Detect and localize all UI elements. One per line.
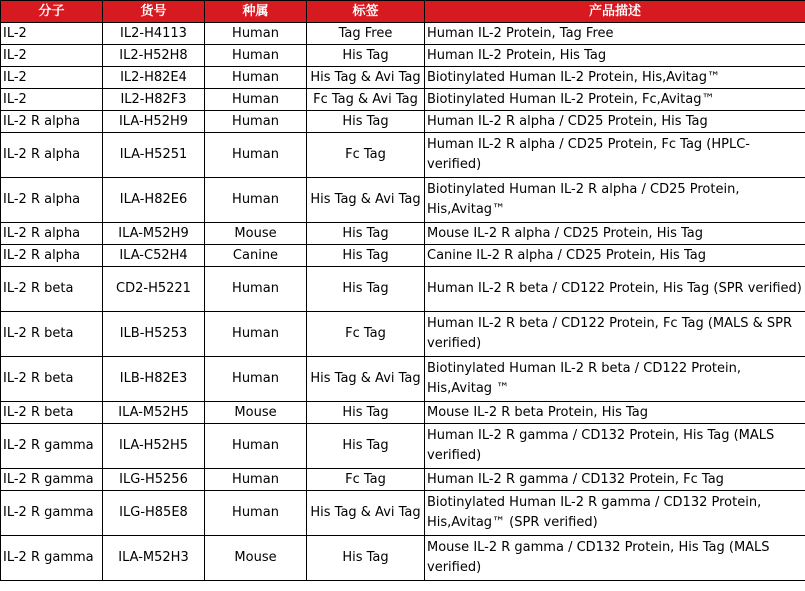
cell-catalog-number: ILB-H82E3: [103, 357, 205, 402]
cell-species: Mouse: [205, 402, 307, 424]
cell-tag: Fc Tag: [307, 469, 425, 491]
cell-catalog-number: ILA-C52H4: [103, 245, 205, 267]
cell-species: Human: [205, 267, 307, 312]
cell-species: Human: [205, 111, 307, 133]
cell-catalog-number: ILG-H5256: [103, 469, 205, 491]
cell-description: Human IL-2 R beta / CD122 Protein, Fc Tag (MALS & SPR verified): [425, 312, 805, 357]
cell-molecule: IL-2: [1, 23, 103, 45]
cell-catalog-number: ILA-H52H9: [103, 111, 205, 133]
table-row: [1, 312, 805, 357]
cell-species: Human: [205, 424, 307, 469]
cell-catalog-number: IL2-H82F3: [103, 89, 205, 111]
cell-description: Mouse IL-2 R beta Protein, His Tag: [425, 402, 805, 424]
cell-description: Biotinylated Human IL-2 Protein, Fc,Avitag™: [425, 89, 805, 111]
cell-catalog-number: ILA-M52H5: [103, 402, 205, 424]
cell-species: Human: [205, 45, 307, 67]
cell-tag: His Tag: [307, 424, 425, 469]
cell-catalog-number: ILG-H85E8: [103, 491, 205, 536]
cell-tag: His Tag: [307, 245, 425, 267]
cell-molecule: IL-2: [1, 89, 103, 111]
cell-tag: His Tag & Avi Tag: [307, 357, 425, 402]
cell-description: Human IL-2 Protein, His Tag: [425, 45, 805, 67]
header-row: [1, 1, 805, 23]
cell-tag: Fc Tag: [307, 312, 425, 357]
cell-catalog-number: IL2-H4113: [103, 23, 205, 45]
header-description: 产品描述: [425, 1, 805, 23]
cell-description: Biotinylated Human IL-2 R beta / CD122 Protein, His,Avitag ™: [425, 357, 805, 402]
table-row: [1, 267, 805, 312]
cell-catalog-number: IL2-H82E4: [103, 67, 205, 89]
cell-molecule: IL-2 R alpha: [1, 111, 103, 133]
header-catalog-number: 货号: [103, 1, 205, 23]
cell-species: Human: [205, 469, 307, 491]
cell-description: Mouse IL-2 R gamma / CD132 Protein, His Tag (MALS verified): [425, 536, 805, 581]
cell-tag: Fc Tag & Avi Tag: [307, 89, 425, 111]
cell-description: Mouse IL-2 R alpha / CD25 Protein, His Tag: [425, 223, 805, 245]
table-row: [1, 23, 805, 45]
table-row: [1, 133, 805, 178]
cell-tag: His Tag: [307, 45, 425, 67]
cell-species: Human: [205, 491, 307, 536]
cell-species: Mouse: [205, 223, 307, 245]
table-row: [1, 424, 805, 469]
cell-catalog-number: ILA-H82E6: [103, 178, 205, 223]
cell-tag: His Tag: [307, 111, 425, 133]
cell-tag: His Tag: [307, 536, 425, 581]
cell-species: Human: [205, 133, 307, 178]
cell-molecule: IL-2 R beta: [1, 312, 103, 357]
cell-tag: His Tag: [307, 402, 425, 424]
cell-tag: Tag Free: [307, 23, 425, 45]
table-row: [1, 67, 805, 89]
cell-description: Human IL-2 R alpha / CD25 Protein, His Tag: [425, 111, 805, 133]
cell-molecule: IL-2: [1, 67, 103, 89]
cell-molecule: IL-2 R beta: [1, 267, 103, 312]
cell-tag: Fc Tag: [307, 133, 425, 178]
cell-catalog-number: ILA-M52H9: [103, 223, 205, 245]
cell-description: Biotinylated Human IL-2 Protein, His,Avitag™: [425, 67, 805, 89]
table-row: [1, 178, 805, 223]
cell-description: Human IL-2 R alpha / CD25 Protein, Fc Tag (HPLC-verified): [425, 133, 805, 178]
cell-molecule: IL-2 R beta: [1, 357, 103, 402]
cell-species: Human: [205, 178, 307, 223]
cell-molecule: IL-2 R alpha: [1, 223, 103, 245]
cell-catalog-number: ILA-M52H3: [103, 536, 205, 581]
cell-description: Human IL-2 R gamma / CD132 Protein, His Tag (MALS verified): [425, 424, 805, 469]
table-row: [1, 45, 805, 67]
cell-catalog-number: ILB-H5253: [103, 312, 205, 357]
cell-tag: His Tag: [307, 267, 425, 312]
table-header: [1, 1, 805, 23]
header-molecule: 分子: [1, 1, 103, 23]
cell-species: Human: [205, 67, 307, 89]
cell-molecule: IL-2 R gamma: [1, 491, 103, 536]
cell-description: Human IL-2 R beta / CD122 Protein, His Tag (SPR verified): [425, 267, 805, 312]
cell-tag: His Tag & Avi Tag: [307, 178, 425, 223]
header-tag: 标签: [307, 1, 425, 23]
cell-catalog-number: ILA-H52H5: [103, 424, 205, 469]
table-body: [1, 23, 805, 581]
cell-tag: His Tag & Avi Tag: [307, 491, 425, 536]
cell-description: Human IL-2 Protein, Tag Free: [425, 23, 805, 45]
cell-tag: His Tag: [307, 223, 425, 245]
table-row: [1, 469, 805, 491]
cell-molecule: IL-2: [1, 45, 103, 67]
cell-molecule: IL-2 R beta: [1, 402, 103, 424]
cell-description: Biotinylated Human IL-2 R gamma / CD132 Protein, His,Avitag™ (SPR verified): [425, 491, 805, 536]
cell-molecule: IL-2 R gamma: [1, 424, 103, 469]
cell-molecule: IL-2 R alpha: [1, 245, 103, 267]
cell-species: Human: [205, 23, 307, 45]
cell-catalog-number: IL2-H52H8: [103, 45, 205, 67]
cell-tag: His Tag & Avi Tag: [307, 67, 425, 89]
cell-species: Human: [205, 89, 307, 111]
cell-molecule: IL-2 R gamma: [1, 536, 103, 581]
header-species: 种属: [205, 1, 307, 23]
table-row: [1, 402, 805, 424]
table-row: [1, 89, 805, 111]
cell-catalog-number: ILA-H5251: [103, 133, 205, 178]
cell-species: Canine: [205, 245, 307, 267]
table-row: [1, 536, 805, 581]
cell-molecule: IL-2 R alpha: [1, 133, 103, 178]
cell-description: Human IL-2 R gamma / CD132 Protein, Fc Tag: [425, 469, 805, 491]
cell-molecule: IL-2 R gamma: [1, 469, 103, 491]
cell-description: Biotinylated Human IL-2 R alpha / CD25 Protein, His,Avitag™: [425, 178, 805, 223]
cell-species: Mouse: [205, 536, 307, 581]
table-row: [1, 357, 805, 402]
table-row: [1, 491, 805, 536]
cell-species: Human: [205, 357, 307, 402]
cell-molecule: IL-2 R alpha: [1, 178, 103, 223]
cell-description: Canine IL-2 R alpha / CD25 Protein, His Tag: [425, 245, 805, 267]
cell-catalog-number: CD2-H5221: [103, 267, 205, 312]
table-row: [1, 111, 805, 133]
table-row: [1, 245, 805, 267]
table-row: [1, 223, 805, 245]
cell-species: Human: [205, 312, 307, 357]
